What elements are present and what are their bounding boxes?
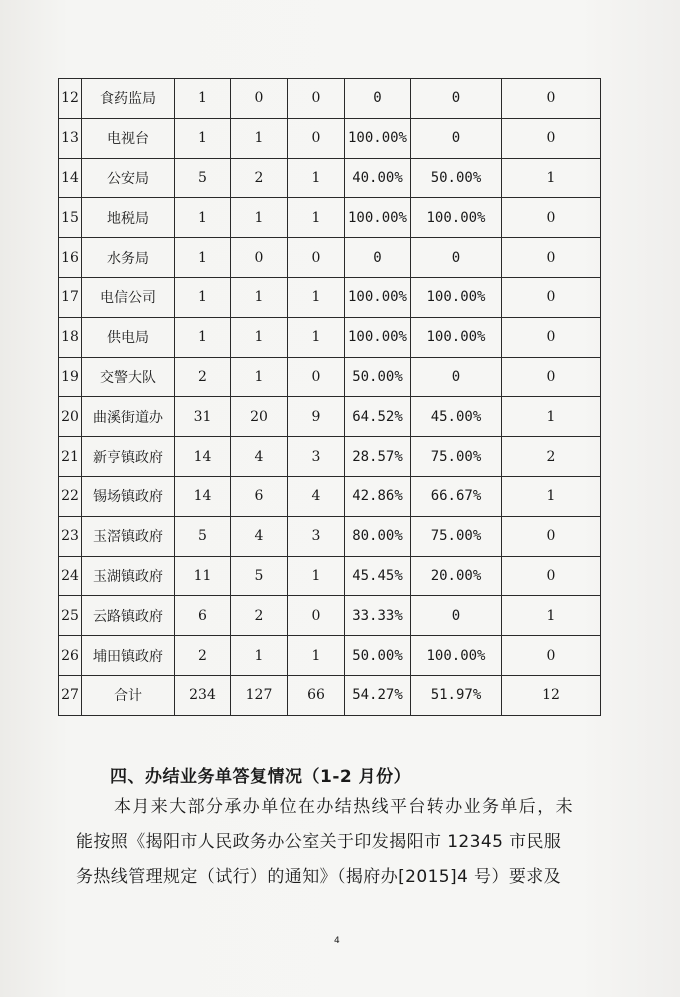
count-a-cell: 234 (175, 675, 231, 715)
count-b-cell: 2 (231, 596, 288, 636)
rate-e-cell: 75.00% (411, 437, 502, 477)
table-row (59, 516, 601, 556)
count-a-cell: 1 (175, 118, 231, 158)
rate-d-cell: 100.00% (345, 317, 411, 357)
department-name-cell: 地税局 (82, 198, 175, 238)
row-number-cell: 23 (59, 516, 82, 556)
row-number-cell: 27 (59, 675, 82, 715)
department-name-cell: 玉滘镇政府 (82, 516, 175, 556)
rate-e-cell: 0 (411, 79, 502, 119)
count-a-cell: 2 (175, 636, 231, 676)
department-name-cell: 云路镇政府 (82, 596, 175, 636)
row-number-cell: 21 (59, 437, 82, 477)
row-number-cell: 19 (59, 357, 82, 397)
rate-e-cell: 0 (411, 238, 502, 278)
count-a-cell: 1 (175, 317, 231, 357)
count-a-cell: 5 (175, 158, 231, 198)
department-name-cell: 新亨镇政府 (82, 437, 175, 477)
row-number-cell: 20 (59, 397, 82, 437)
count-f-cell: 0 (502, 317, 601, 357)
table-row (59, 317, 601, 357)
rate-e-cell: 66.67% (411, 476, 502, 516)
row-number-cell: 16 (59, 238, 82, 278)
paragraph-line-2: 能按照《揭阳市人民政务办公室关于印发揭阳市 12345 市民服 (76, 832, 562, 852)
department-name-cell: 曲溪街道办 (82, 397, 175, 437)
count-b-cell: 6 (231, 476, 288, 516)
count-c-cell: 0 (288, 357, 345, 397)
count-f-cell: 0 (502, 277, 601, 317)
rate-e-cell: 100.00% (411, 317, 502, 357)
count-b-cell: 1 (231, 118, 288, 158)
rate-e-cell: 100.00% (411, 636, 502, 676)
count-c-cell: 0 (288, 118, 345, 158)
rate-d-cell: 28.57% (345, 437, 411, 477)
rate-e-cell: 51.97% (411, 675, 502, 715)
rate-d-cell: 42.86% (345, 476, 411, 516)
table-row (59, 556, 601, 596)
department-name-cell: 玉湖镇政府 (82, 556, 175, 596)
table-row (59, 437, 601, 477)
count-c-cell: 0 (288, 238, 345, 278)
department-name-cell: 水务局 (82, 238, 175, 278)
rate-d-cell: 0 (345, 79, 411, 119)
rate-e-cell: 75.00% (411, 516, 502, 556)
count-c-cell: 9 (288, 397, 345, 437)
table-body (59, 79, 601, 716)
count-b-cell: 1 (231, 317, 288, 357)
rate-d-cell: 0 (345, 238, 411, 278)
table-row (59, 79, 601, 119)
count-b-cell: 127 (231, 675, 288, 715)
count-a-cell: 1 (175, 238, 231, 278)
paragraph-line-3: 务热线管理规定（试行）的通知》（揭府办[2015]4 号）要求及 (76, 867, 562, 887)
count-a-cell: 5 (175, 516, 231, 556)
row-number-cell: 17 (59, 277, 82, 317)
department-name-cell: 交警大队 (82, 357, 175, 397)
count-b-cell: 4 (231, 516, 288, 556)
department-name-cell: 供电局 (82, 317, 175, 357)
rate-d-cell: 100.00% (345, 277, 411, 317)
row-number-cell: 22 (59, 476, 82, 516)
count-c-cell: 1 (288, 158, 345, 198)
row-number-cell: 25 (59, 596, 82, 636)
department-name-cell: 合计 (82, 675, 175, 715)
rate-e-cell: 0 (411, 596, 502, 636)
count-f-cell: 0 (502, 198, 601, 238)
count-b-cell: 5 (231, 556, 288, 596)
count-a-cell: 14 (175, 476, 231, 516)
table-row (59, 675, 601, 715)
row-number-cell: 24 (59, 556, 82, 596)
count-a-cell: 6 (175, 596, 231, 636)
rate-d-cell: 33.33% (345, 596, 411, 636)
rate-d-cell: 45.45% (345, 556, 411, 596)
count-a-cell: 31 (175, 397, 231, 437)
table-row (59, 397, 601, 437)
rate-d-cell: 64.52% (345, 397, 411, 437)
count-b-cell: 1 (231, 357, 288, 397)
count-b-cell: 1 (231, 636, 288, 676)
rate-d-cell: 100.00% (345, 198, 411, 238)
count-b-cell: 2 (231, 158, 288, 198)
rate-d-cell: 50.00% (345, 636, 411, 676)
paragraph-line-1: 本月来大部分承办单位在办结热线平台转办业务单后，未 (114, 797, 574, 817)
section-heading: 四、办结业务单答复情况（1-2 月份） (110, 767, 412, 787)
count-f-cell: 0 (502, 118, 601, 158)
count-a-cell: 2 (175, 357, 231, 397)
count-c-cell: 1 (288, 636, 345, 676)
row-number-cell: 15 (59, 198, 82, 238)
count-a-cell: 11 (175, 556, 231, 596)
rate-e-cell: 100.00% (411, 277, 502, 317)
rate-e-cell: 0 (411, 357, 502, 397)
count-f-cell: 0 (502, 357, 601, 397)
department-name-cell: 电视台 (82, 118, 175, 158)
count-c-cell: 1 (288, 277, 345, 317)
rate-d-cell: 50.00% (345, 357, 411, 397)
count-f-cell: 1 (502, 158, 601, 198)
table-row (59, 118, 601, 158)
department-name-cell: 埔田镇政府 (82, 636, 175, 676)
count-f-cell: 12 (502, 675, 601, 715)
count-c-cell: 3 (288, 437, 345, 477)
table-row (59, 158, 601, 198)
rate-e-cell: 20.00% (411, 556, 502, 596)
count-b-cell: 4 (231, 437, 288, 477)
table-row (59, 636, 601, 676)
row-number-cell: 26 (59, 636, 82, 676)
count-f-cell: 0 (502, 556, 601, 596)
count-c-cell: 0 (288, 596, 345, 636)
count-c-cell: 4 (288, 476, 345, 516)
count-b-cell: 1 (231, 198, 288, 238)
count-b-cell: 1 (231, 277, 288, 317)
count-a-cell: 1 (175, 79, 231, 119)
count-f-cell: 2 (502, 437, 601, 477)
count-f-cell: 0 (502, 238, 601, 278)
rate-e-cell: 45.00% (411, 397, 502, 437)
count-f-cell: 0 (502, 636, 601, 676)
count-f-cell: 0 (502, 79, 601, 119)
count-a-cell: 1 (175, 277, 231, 317)
row-number-cell: 13 (59, 118, 82, 158)
table-row (59, 238, 601, 278)
count-c-cell: 1 (288, 317, 345, 357)
count-f-cell: 1 (502, 596, 601, 636)
department-name-cell: 食药监局 (82, 79, 175, 119)
page-number: 4 (334, 936, 340, 946)
department-name-cell: 电信公司 (82, 277, 175, 317)
count-c-cell: 1 (288, 198, 345, 238)
count-f-cell: 1 (502, 476, 601, 516)
table-row (59, 357, 601, 397)
count-f-cell: 0 (502, 516, 601, 556)
rate-d-cell: 100.00% (345, 118, 411, 158)
row-number-cell: 12 (59, 79, 82, 119)
department-name-cell: 公安局 (82, 158, 175, 198)
department-name-cell: 锡场镇政府 (82, 476, 175, 516)
count-f-cell: 1 (502, 397, 601, 437)
count-b-cell: 20 (231, 397, 288, 437)
count-a-cell: 14 (175, 437, 231, 477)
count-c-cell: 66 (288, 675, 345, 715)
count-b-cell: 0 (231, 79, 288, 119)
rate-e-cell: 100.00% (411, 198, 502, 238)
count-c-cell: 3 (288, 516, 345, 556)
row-number-cell: 14 (59, 158, 82, 198)
count-b-cell: 0 (231, 238, 288, 278)
rate-e-cell: 50.00% (411, 158, 502, 198)
table-row (59, 198, 601, 238)
rate-d-cell: 80.00% (345, 516, 411, 556)
table-row (59, 596, 601, 636)
rate-d-cell: 40.00% (345, 158, 411, 198)
row-number-cell: 18 (59, 317, 82, 357)
rate-d-cell: 54.27% (345, 675, 411, 715)
count-c-cell: 0 (288, 79, 345, 119)
count-a-cell: 1 (175, 198, 231, 238)
table-row (59, 277, 601, 317)
statistics-table (58, 78, 601, 716)
table-row (59, 476, 601, 516)
count-c-cell: 1 (288, 556, 345, 596)
rate-e-cell: 0 (411, 118, 502, 158)
